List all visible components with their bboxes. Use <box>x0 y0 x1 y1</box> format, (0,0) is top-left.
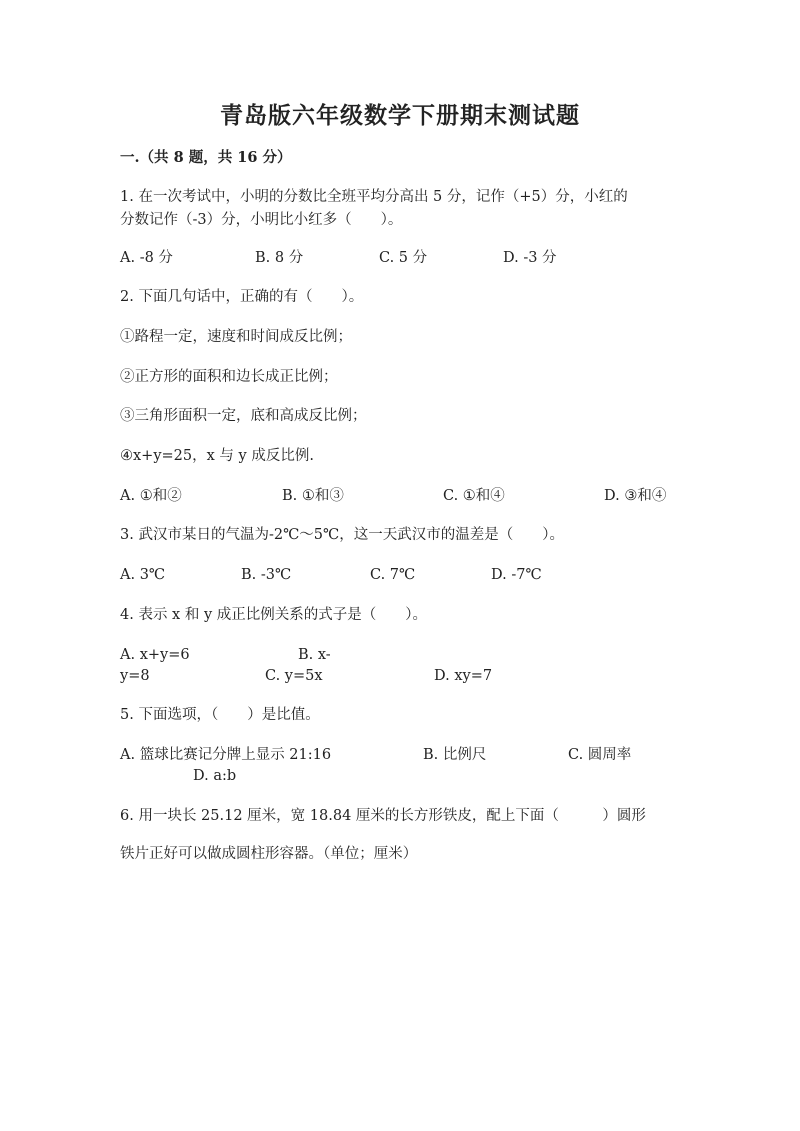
q2-option-c: C. ①和④ <box>443 488 505 504</box>
q5-option-d: D. a:b <box>193 768 237 784</box>
q4-option-d: D. xy=7 <box>434 668 493 684</box>
q2-option-a: A. ①和② <box>120 488 182 504</box>
q5-option-c: C. 圆周率 <box>568 747 632 763</box>
q6-stem-line2: 铁片正好可以做成圆柱形容器。（单位；厘米） <box>120 846 418 862</box>
q2-item-2: ②正方形的面积和边长成正比例； <box>120 369 338 385</box>
q2-option-d: D. ③和④ <box>604 488 667 504</box>
q1-option-d: D. -3 分 <box>503 250 557 266</box>
q2-stem: 2. 下面几句话中，正确的有（ ）。 <box>120 289 364 305</box>
q5-option-a: A. 篮球比赛记分牌上显示 21:16 <box>120 747 332 763</box>
q3-stem: 3. 武汉市某日的气温为-2℃～5℃，这一天武汉市的温差是（ ）。 <box>120 527 564 543</box>
q4-option-b-part2: y=8 <box>120 668 150 684</box>
q2-option-b: B. ①和③ <box>282 488 344 504</box>
q2-item-3: ③三角形面积一定，底和高成反比例； <box>120 408 367 424</box>
q4-option-c: C. y=5x <box>265 668 323 684</box>
q1-option-b: B. 8 分 <box>255 250 304 266</box>
q5-stem: 5. 下面选项，（ ）是比值。 <box>120 707 320 723</box>
q4-option-a: A. x+y=6 <box>120 647 190 663</box>
q4-option-b-part1: B. x- <box>298 647 331 663</box>
q1-option-c: C. 5 分 <box>379 250 428 266</box>
q1-stem-line1: 1. 在一次考试中，小明的分数比全班平均分高出 5 分，记作（+5）分，小红的 <box>120 189 628 205</box>
q3-option-c: C. 7℃ <box>370 567 416 583</box>
q3-option-a: A. 3℃ <box>120 567 166 583</box>
section-heading: 一.（共 8 题，共 16 分） <box>120 149 292 166</box>
q2-item-4: ④x+y=25，x 与 y 成反比例. <box>120 448 314 464</box>
q5-option-b: B. 比例尺 <box>423 747 487 763</box>
q3-option-d: D. -7℃ <box>491 567 542 583</box>
q4-stem: 4. 表示 x 和 y 成正比例关系的式子是（ ）。 <box>120 607 427 623</box>
q6-stem-line1: 6. 用一块长 25.12 厘米，宽 18.84 厘米的长方形铁皮，配上下面（ ）圆形 <box>120 808 646 824</box>
q1-stem-line2: 分数记作（-3）分，小明比小红多（ ）。 <box>120 212 403 228</box>
q3-option-b: B. -3℃ <box>241 567 292 583</box>
q2-item-1: ①路程一定，速度和时间成反比例； <box>120 329 352 345</box>
page-title: 青岛版六年级数学下册期末测试题 <box>220 102 580 129</box>
q1-option-a: A. -8 分 <box>120 250 173 266</box>
